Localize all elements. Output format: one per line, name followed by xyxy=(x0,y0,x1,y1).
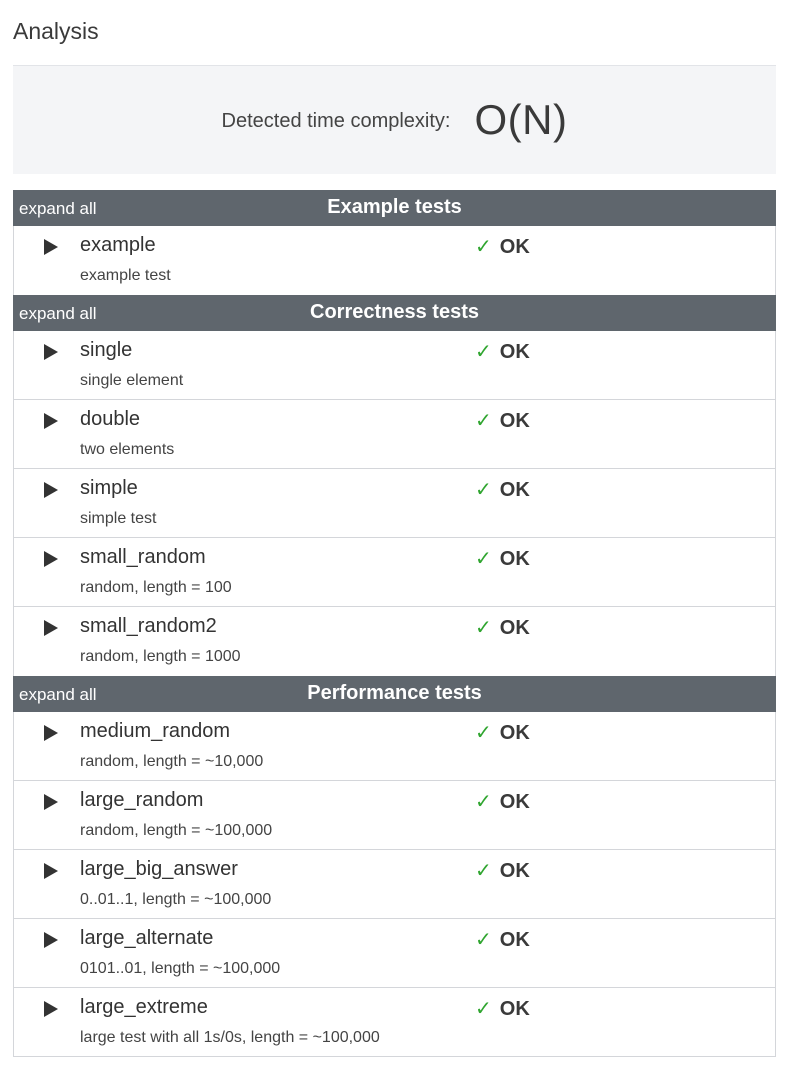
test-name: large_big_answer xyxy=(80,858,238,880)
test-name: large_extreme xyxy=(80,996,208,1018)
check-icon: ✓ xyxy=(475,339,492,363)
test-description: simple test xyxy=(80,510,157,527)
test-description: single element xyxy=(80,372,184,389)
test-name: large_alternate xyxy=(80,927,214,949)
group-title: Example tests xyxy=(327,196,462,218)
test-name: double xyxy=(80,408,141,430)
test-result xyxy=(475,720,530,745)
test-description: random, length = 1000 xyxy=(80,648,241,665)
check-icon: ✓ xyxy=(475,408,492,432)
test-row[interactable] xyxy=(13,850,776,919)
test-result xyxy=(475,996,530,1021)
test-result xyxy=(475,858,530,883)
test-row[interactable] xyxy=(13,919,776,988)
expand-all-button[interactable]: expand all xyxy=(19,199,97,218)
test-description: 0..01..1, length = ~100,000 xyxy=(80,891,272,908)
expand-triangle-icon[interactable] xyxy=(42,343,60,361)
test-result xyxy=(475,234,530,259)
expand-triangle-icon[interactable] xyxy=(42,862,60,880)
expand-triangle-icon[interactable] xyxy=(42,412,60,430)
group-header-performance xyxy=(13,676,776,712)
test-row[interactable] xyxy=(13,607,776,676)
expand-triangle-icon[interactable] xyxy=(42,1000,60,1018)
result-text: OK xyxy=(499,617,530,639)
check-icon: ✓ xyxy=(475,615,492,639)
check-icon: ✓ xyxy=(475,234,492,258)
result-text: OK xyxy=(499,479,530,501)
expand-triangle-icon[interactable] xyxy=(42,724,60,742)
test-row[interactable] xyxy=(13,988,776,1057)
test-description: two elements xyxy=(80,441,175,458)
expand-triangle-icon[interactable] xyxy=(42,550,60,568)
test-result xyxy=(475,615,530,640)
result-text: OK xyxy=(499,791,530,813)
test-name: medium_random xyxy=(80,720,231,742)
check-icon: ✓ xyxy=(475,996,492,1020)
complexity-value: O(N) xyxy=(474,96,568,143)
result-text: OK xyxy=(499,998,530,1020)
group-title: Performance tests xyxy=(307,682,482,704)
result-text: OK xyxy=(499,722,530,744)
test-result xyxy=(475,339,530,364)
result-text: OK xyxy=(499,548,530,570)
expand-triangle-icon[interactable] xyxy=(42,481,60,499)
complexity-label: Detected time complexity: xyxy=(221,109,451,132)
test-result xyxy=(475,927,530,952)
test-name: large_random xyxy=(80,789,204,811)
expand-triangle-icon[interactable] xyxy=(42,793,60,811)
test-description: random, length = ~10,000 xyxy=(80,753,264,770)
test-row[interactable] xyxy=(13,226,776,295)
test-result xyxy=(475,408,530,433)
test-name: small_random2 xyxy=(80,615,217,637)
result-text: OK xyxy=(499,860,530,882)
check-icon: ✓ xyxy=(475,477,492,501)
test-description: random, length = 100 xyxy=(80,579,232,596)
expand-all-button[interactable]: expand all xyxy=(19,304,97,323)
test-result xyxy=(475,477,530,502)
test-description: example test xyxy=(80,267,171,284)
expand-all-button[interactable]: expand all xyxy=(19,685,97,704)
test-description: 0101..01, length = ~100,000 xyxy=(80,960,281,977)
test-description: large test with all 1s/0s, length = ~100,000 xyxy=(80,1029,380,1046)
check-icon: ✓ xyxy=(475,546,492,570)
test-row[interactable] xyxy=(13,331,776,400)
check-icon: ✓ xyxy=(475,789,492,813)
test-name: example xyxy=(80,234,156,256)
group-header-example xyxy=(13,190,776,226)
expand-triangle-icon[interactable] xyxy=(42,238,60,256)
complexity-panel xyxy=(13,65,776,174)
expand-triangle-icon[interactable] xyxy=(42,931,60,949)
test-row[interactable] xyxy=(13,400,776,469)
result-text: OK xyxy=(499,929,530,951)
test-row[interactable] xyxy=(13,712,776,781)
test-groups xyxy=(13,190,776,1057)
test-row[interactable] xyxy=(13,469,776,538)
group-header-correctness xyxy=(13,295,776,331)
test-result xyxy=(475,546,530,571)
result-text: OK xyxy=(499,410,530,432)
result-text: OK xyxy=(499,341,530,363)
test-name: simple xyxy=(80,477,138,499)
test-row[interactable] xyxy=(13,781,776,850)
result-text: OK xyxy=(499,236,530,258)
test-name: small_random xyxy=(80,546,206,568)
test-name: single xyxy=(80,339,133,361)
test-description: random, length = ~100,000 xyxy=(80,822,273,839)
test-result xyxy=(475,789,530,814)
check-icon: ✓ xyxy=(475,720,492,744)
check-icon: ✓ xyxy=(475,858,492,882)
test-row[interactable] xyxy=(13,538,776,607)
expand-triangle-icon[interactable] xyxy=(42,619,60,637)
group-title: Correctness tests xyxy=(310,301,479,323)
analysis-title: Analysis xyxy=(13,18,99,44)
check-icon: ✓ xyxy=(475,927,492,951)
